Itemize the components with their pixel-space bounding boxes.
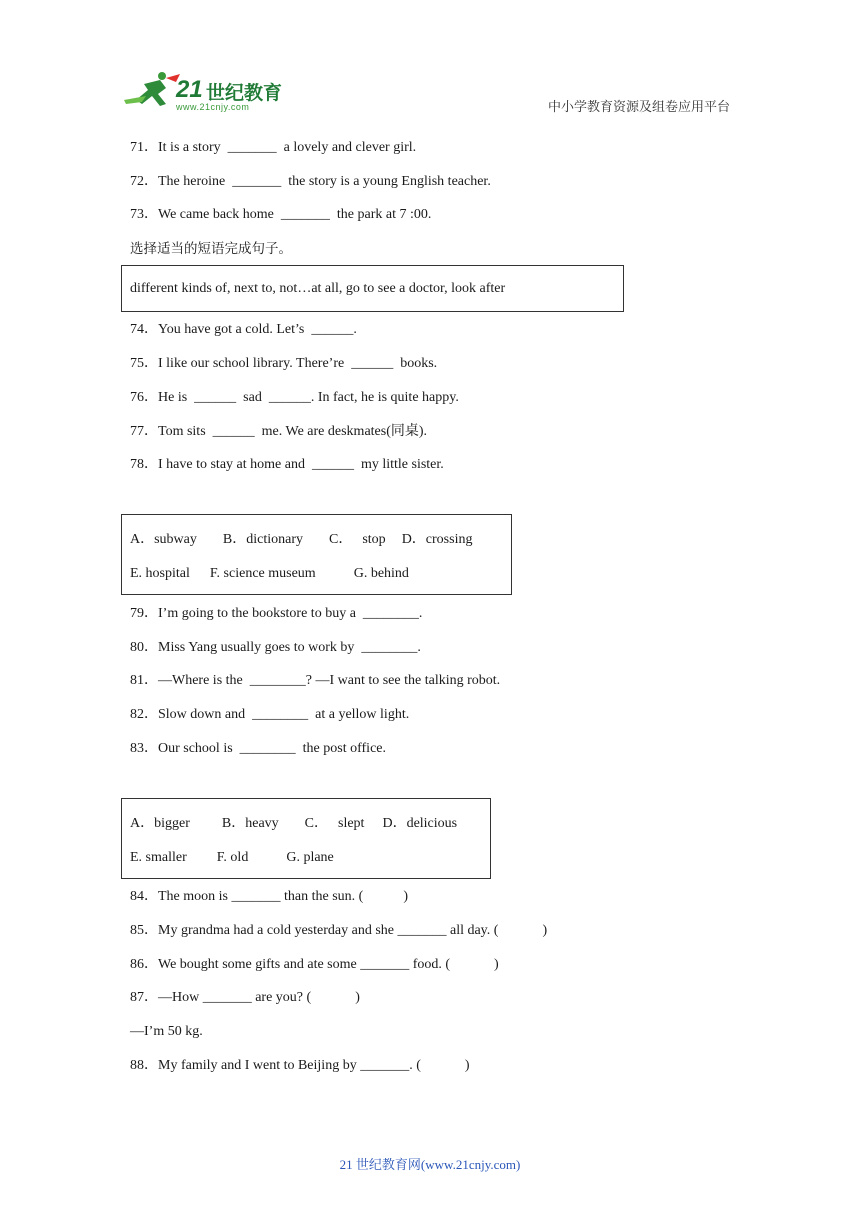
option-a: A．subway: [130, 532, 197, 547]
section-instruction: 选择适当的短语完成句子。: [130, 241, 292, 257]
option-c: C．: [304, 816, 328, 831]
option-c: C．: [329, 532, 353, 547]
option-c-word: stop: [362, 532, 386, 547]
answer-blank[interactable]: ______: [351, 356, 394, 371]
question-82: 82．Slow down and ________ at a yellow light.: [130, 707, 410, 722]
question-87: 87．—How _______ are you? ( ): [130, 990, 360, 1005]
phrase-box: [121, 265, 624, 312]
answer-blank[interactable]: ________: [249, 673, 306, 688]
answer-blank[interactable]: ________: [239, 741, 296, 756]
option-b: B．heavy: [221, 816, 279, 831]
question-84: 84．The moon is _______ than the sun. ( ): [130, 889, 408, 904]
answer-blank[interactable]: _______: [232, 174, 282, 189]
options-row-2: [130, 849, 334, 867]
question-85: 85．My grandma had a cold yesterday and she _______ all day. ( ): [130, 923, 548, 938]
question-81: 81．—Where is the ________? —I want to see the talking robot.: [130, 673, 501, 688]
option-f: F. old: [216, 850, 249, 865]
phrase-options: different kinds of, next to, not…at all, go to see a doctor, look after: [130, 281, 506, 296]
logo-url: www.21cnjy.com: [176, 102, 250, 112]
question-72: 72．The heroine _______ the story is a young English teacher.: [130, 174, 491, 189]
answer-blank[interactable]: ______: [311, 457, 354, 472]
question-78: 78．I have to stay at home and ______ my little sister.: [130, 457, 444, 472]
option-a: A．bigger: [130, 816, 190, 831]
site-logo: [122, 70, 292, 114]
page-footer: 21 世纪教育网(www.21cnjy.com): [339, 1157, 521, 1172]
question-73: 73．We came back home _______ the park at 7 :00.: [130, 207, 432, 222]
question-88: 88．My family and I went to Beijing by _______. ( ): [130, 1058, 470, 1073]
answer-blank[interactable]: _______: [280, 207, 330, 222]
question-79: 79．I’m going to the bookstore to buy a ________.: [130, 606, 423, 621]
option-b: B．dictionary: [222, 532, 303, 547]
question-75: 75．I like our school library. There’re ______ books.: [130, 356, 438, 371]
logo-cn-text: 世纪教育: [206, 82, 283, 104]
option-g: G. plane: [286, 850, 334, 865]
option-f: F. science museum: [209, 566, 316, 581]
question-87-answer: —I’m 50 kg.: [130, 1024, 203, 1039]
answer-blank[interactable]: ______: [311, 322, 354, 337]
question-71: 71．It is a story _______ a lovely and clever girl.: [130, 140, 417, 155]
logo-number: 21: [176, 76, 203, 103]
question-76: 76．He is ______ sad ______. In fact, he is quite happy.: [130, 390, 459, 405]
answer-blank[interactable]: _______: [227, 140, 277, 155]
answer-blank[interactable]: ______: [194, 390, 237, 405]
options-row-2: [130, 565, 409, 583]
option-e: E. smaller: [130, 850, 187, 865]
question-80: 80．Miss Yang usually goes to work by ________.: [130, 640, 421, 655]
answer-blank[interactable]: ______: [268, 390, 311, 405]
options-row-1: [130, 815, 457, 833]
options-row-1: [130, 531, 472, 549]
option-d: D．delicious: [382, 816, 458, 831]
header-platform-text: 中小学教育资源及组卷应用平台: [547, 99, 730, 114]
question-77: 77．Tom sits ______ me. We are deskmates(同桌).: [130, 424, 428, 439]
answer-blank[interactable]: ________: [252, 707, 309, 722]
question-74: 74．You have got a cold. Let’s ______.: [130, 322, 357, 337]
word-box-2: [121, 798, 491, 879]
answer-blank[interactable]: ________: [361, 640, 418, 655]
question-83: 83．Our school is ________ the post office.: [130, 741, 387, 756]
word-box-1: [121, 514, 512, 595]
option-d: D．crossing: [401, 532, 473, 547]
answer-blank[interactable]: ______: [212, 424, 255, 439]
answer-blank[interactable]: ________: [362, 606, 419, 621]
option-g: G. behind: [353, 566, 409, 581]
option-e: E. hospital: [130, 566, 190, 581]
question-86: 86．We bought some gifts and ate some _______ food. ( ): [130, 957, 499, 972]
option-c-word: slept: [338, 816, 365, 831]
